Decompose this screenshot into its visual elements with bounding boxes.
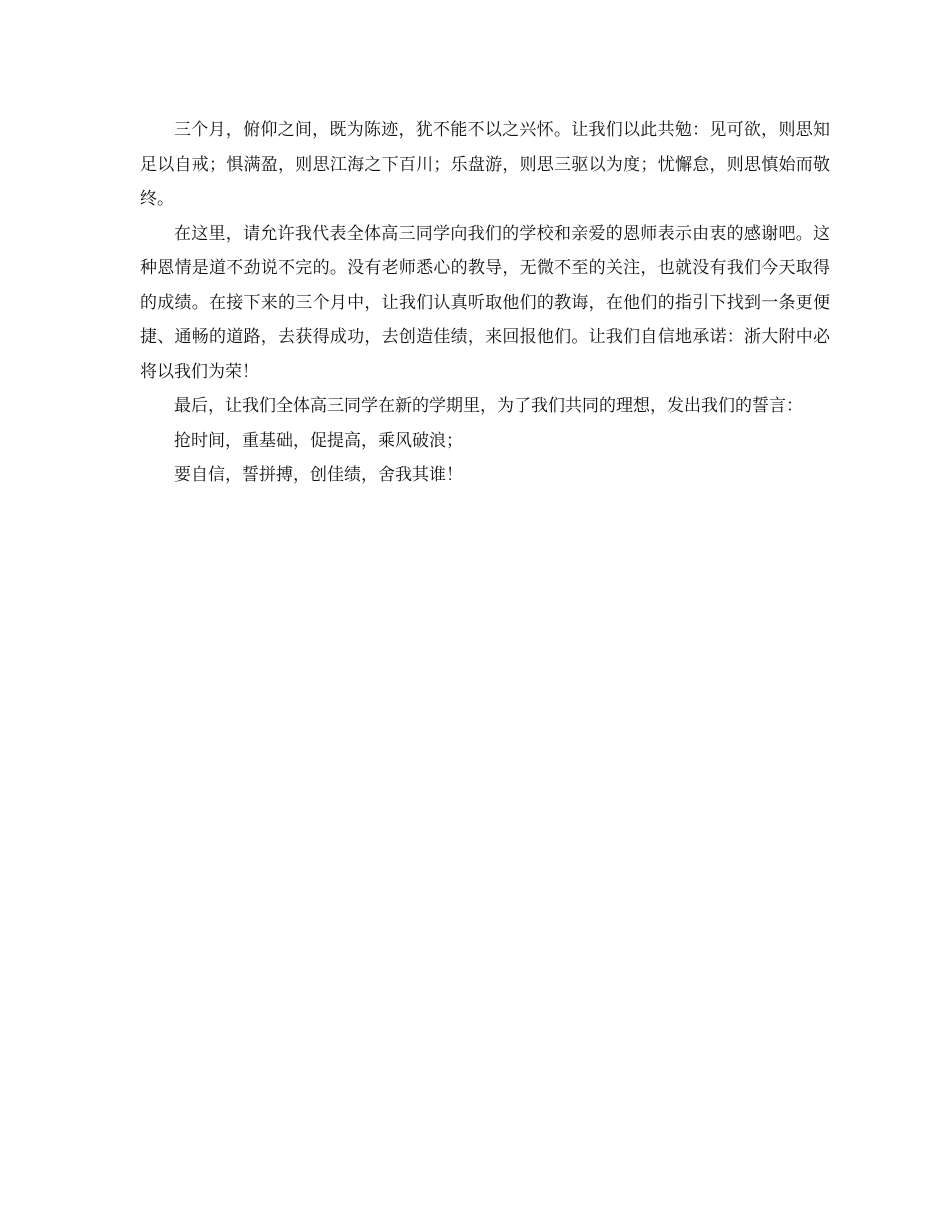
oath-line-2: 要自信，誓拼搏，创佳绩，舍我其谁！ (174, 465, 463, 485)
paragraph-gratitude: 在这里，请允许我代表全体高三同学向我们的学校和亲爱的恩师表示由衷的感谢吧。这种恩情是道不劲说不完的。没有老师悉心的教导，无微不至的关注，也就没有我们今天取得的成绩。在接下来的三个月中，让我们认真听取他们的教诲，在他们的指引下找到一条更便捷、通畅的道路，去获得成功，去创造佳绩，来回报他们。让我们自信地承诺：浙大附中必将以我们为荣！ (140, 223, 830, 382)
document-body (140, 113, 830, 493)
paragraph-oath-intro: 最后，让我们全体高三同学在新的学期里，为了我们共同的理想，发出我们的誓言： (174, 396, 803, 416)
paragraph-reflection: 三个月，俯仰之间，既为陈迹，犹不能不以之兴怀。让我们以此共勉：见可欲，则思知足以自戒；惧满盈，则思江海之下百川；乐盘游，则思三驱以为度；忧懈怠，则思慎始而敬终。 (140, 120, 830, 209)
oath-line-1: 抢时间，重基础，促提高，乘风破浪； (174, 430, 463, 451)
